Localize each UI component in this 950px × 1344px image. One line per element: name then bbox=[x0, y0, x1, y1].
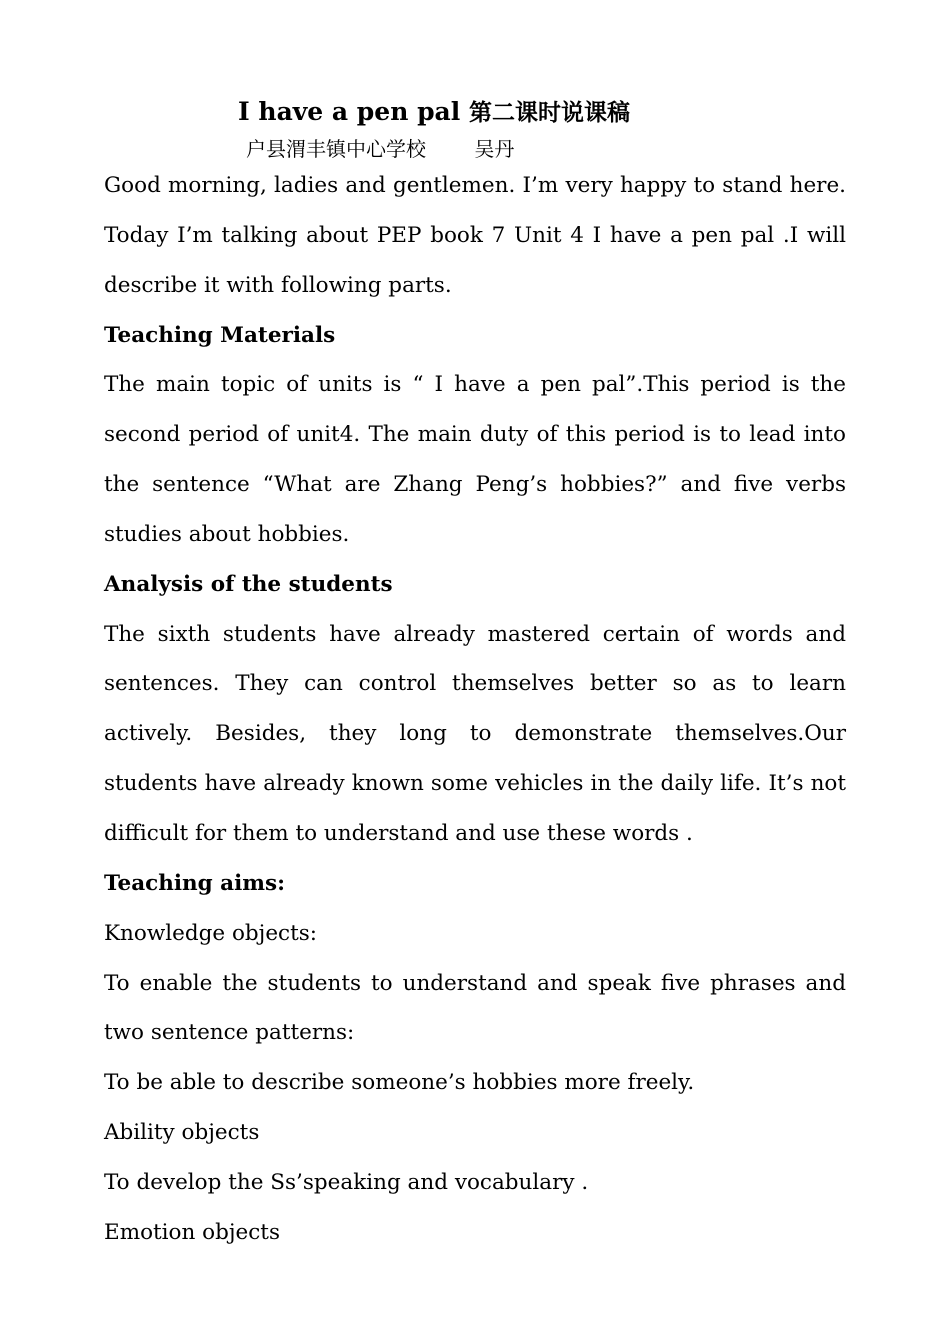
ability-objects-label: Ability objects bbox=[104, 1120, 260, 1146]
emotion-objects-label: Emotion objects bbox=[104, 1219, 280, 1245]
knowledge-objects-text-2: To be able to describe someone’s hobbies more freely. bbox=[104, 1070, 695, 1096]
knowledge-objects-text-1: To enable the students to understand and speak five phrases and two sentence patterns: bbox=[104, 970, 846, 1046]
title-english: I have a pen pal bbox=[238, 97, 461, 126]
knowledge-objects-label: Knowledge objects: bbox=[104, 920, 317, 946]
ability-objects-text: To develop the Ss’speaking and vocabulary . bbox=[104, 1169, 589, 1195]
document-subtitle bbox=[246, 134, 514, 164]
author-name: 吴丹 bbox=[474, 137, 515, 161]
document-body bbox=[104, 161, 846, 1258]
title-chinese: 第二课时说课稿 bbox=[468, 100, 630, 126]
school-name: 户县渭丰镇中心学校 bbox=[246, 137, 426, 161]
section-heading-materials: Teaching Materials bbox=[104, 322, 336, 348]
students-paragraph: The sixth students have already mastered certain of words and sentences. They can control themselves better so as to learn actively. Besides, they long to demonstrate themselves.Our students have already known some vehicles in the daily life. It’s not difficult for them to understand and use these words . bbox=[104, 621, 846, 846]
document-title bbox=[238, 92, 630, 133]
intro-paragraph: Good morning, ladies and gentlemen. I’m very happy to stand here. Today I’m talking about PEP book 7 Unit 4 I have a pen pal .I will describe it with following parts. bbox=[104, 173, 846, 298]
section-heading-aims: Teaching aims: bbox=[104, 870, 286, 896]
materials-paragraph: The main topic of units is “ I have a pen pal”.This period is the second period of unit4. The main duty of this period is to lead into the sentence “What are Zhang Peng’s hobbies?” and five verbs studies about hobbies. bbox=[104, 372, 846, 547]
section-heading-students: Analysis of the students bbox=[104, 571, 393, 597]
